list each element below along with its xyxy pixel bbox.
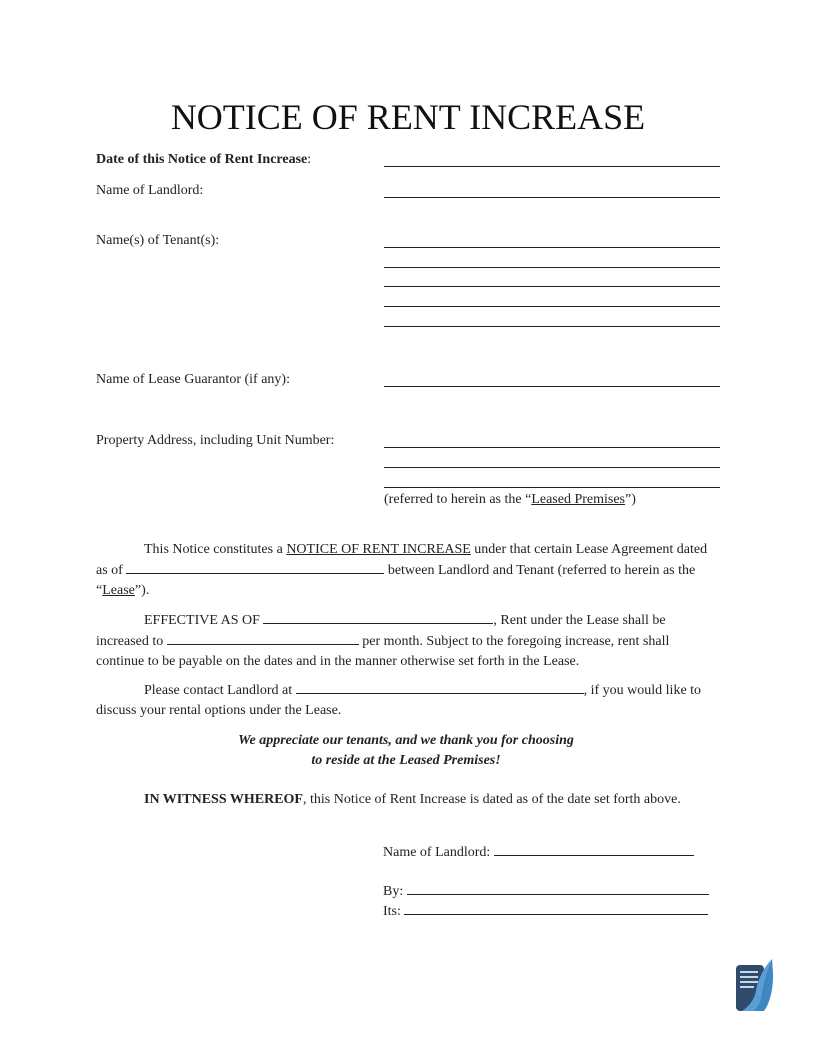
effective-date-blank[interactable]: [263, 610, 493, 624]
p3-text-b: , if you would like to discuss your rental options under the Lease.: [96, 683, 702, 718]
leased-premises-note: [384, 491, 636, 508]
signature-its-row: [383, 901, 708, 921]
signature-landlord-label: Name of Landlord:: [383, 845, 494, 860]
signature-landlord-row: [383, 842, 694, 862]
p2-text-c: per month. Subject to the foregoing increase, rent shall continue to be payable on the dates and in the manner otherwise set forth in the Lease.: [96, 634, 670, 669]
new-rent-blank[interactable]: [167, 631, 359, 645]
address-input-line-2[interactable]: [384, 467, 720, 468]
premises-post: ”): [625, 492, 636, 507]
signature-its-label: Its:: [383, 904, 405, 919]
date-input-line[interactable]: [384, 166, 720, 167]
contact-paragraph: [96, 680, 716, 721]
witness-rest: , this Notice of Rent Increase is dated as of the date set forth above.: [302, 792, 681, 807]
p1-text-b: under that certain Lease Agreement dated as of: [96, 542, 708, 578]
landlord-field-label: Name of Landlord:: [96, 183, 204, 198]
tenant-input-line-4[interactable]: [384, 306, 720, 307]
signature-by-label: By:: [383, 884, 407, 899]
effective-paragraph: [96, 610, 716, 672]
brand-logo-icon: [734, 957, 774, 1013]
p1-text-d: ”).: [134, 583, 150, 598]
date-label-text: Date of this Notice of Rent Increase: [96, 152, 308, 167]
closing-line-1: We appreciate our tenants, and we thank you for choosing: [238, 733, 574, 748]
p3-text-a: Please contact Landlord at: [144, 683, 296, 698]
p2-text-a: EFFECTIVE AS OF: [144, 613, 264, 628]
date-label-colon: :: [307, 152, 312, 167]
p1-term: NOTICE OF RENT INCREASE: [286, 542, 471, 557]
signature-its-blank[interactable]: [404, 901, 708, 915]
tenant-input-line-3[interactable]: [384, 286, 720, 287]
contact-blank[interactable]: [296, 680, 584, 694]
lease-date-blank[interactable]: [126, 560, 384, 574]
closing-line-2: to reside at the Leased Premises!: [311, 753, 501, 768]
p1-text-c: between Landlord and Tenant (referred to herein as the “: [96, 563, 696, 598]
address-input-line-1[interactable]: [384, 447, 720, 448]
signature-by-row: [383, 881, 709, 901]
signature-by-blank[interactable]: [407, 881, 709, 895]
guarantor-field-label: Name of Lease Guarantor (if any):: [96, 372, 290, 387]
tenants-field-label: Name(s) of Tenant(s):: [96, 233, 220, 248]
signature-landlord-blank[interactable]: [494, 842, 694, 856]
tenant-input-line-2[interactable]: [384, 267, 720, 268]
premises-pre: (referred to herein as the “: [384, 492, 532, 507]
witness-bold: IN WITNESS WHEREOF: [144, 792, 303, 807]
address-field-label: Property Address, including Unit Number:: [96, 433, 335, 448]
address-input-line-3[interactable]: [384, 487, 720, 488]
premises-term: Leased Premises: [531, 492, 626, 507]
tenant-input-line-1[interactable]: [384, 247, 720, 248]
guarantor-input-line[interactable]: [384, 386, 720, 387]
date-field-label: [96, 151, 311, 168]
notice-paragraph: [96, 540, 716, 601]
document-title: NOTICE OF RENT INCREASE: [170, 97, 646, 137]
tenant-input-line-5[interactable]: [384, 326, 720, 327]
landlord-input-line[interactable]: [384, 197, 720, 198]
p2-text-b: , Rent under the Lease shall be increased to: [96, 613, 666, 649]
p1-lease-term: Lease: [102, 583, 135, 598]
p1-text-a: This Notice constitutes a: [144, 542, 287, 557]
witness-paragraph: [96, 790, 716, 810]
